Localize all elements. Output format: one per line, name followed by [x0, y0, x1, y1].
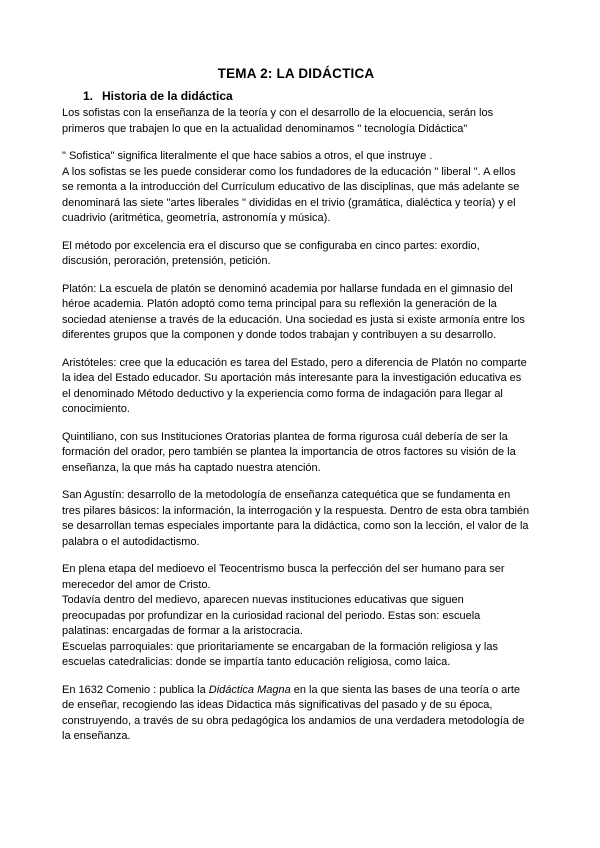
- paragraph-quintiliano: Quintiliano, con sus Instituciones Oratorias plantea de forma rigurosa cuál debería de ser la formación del orador, pero también se plantea la importancia de otros factores su visión de la enseñanza, la que más ha captado nuestra atención.: [62, 430, 516, 474]
- paragraph-san-agustin: San Agustín: desarrollo de la metodología de enseñanza catequética que se fundamenta en tres pilares básicos: la información, la interrogación y la respuesta. Dentro de esta obra también se desarrollan temas especiales importante para la didáctica, como son la lección, el valor de la palabra o el autodidactismo.: [62, 489, 530, 548]
- document-title: TEMA 2: LA DIDÁCTICA: [217, 66, 375, 81]
- section-number: 1.: [83, 89, 94, 103]
- paragraph-medioevo-line-1: En plena etapa del medioevo el Teocentrismo busca la perfección del ser humano para ser merecedor del amor de Cristo.: [62, 563, 505, 591]
- paragraph-medioevo-line-3: Escuelas parroquiales: que prioritariamente se encargaban de la formación religiosa y las escuelas catedralicias: donde se impartía tanto educación religiosa, como laica.: [62, 640, 498, 668]
- paragraph-sofistas: Los sofistas con la enseñanza de la teoría y con el desarrollo de la elocuencia, serán los primeros que trabajen lo que en la actualidad denominamos " tecnología Didáctica": [62, 107, 494, 135]
- paragraph-comenio-text-before: En 1632 Comenio : publica la: [62, 683, 209, 696]
- paragraph-sofistica-line-2: A los sofistas se les puede considerar como los fundadores de la educación " liberal ". A ellos se remonta a la introducción del Currículum educativo de las disciplinas, que más adelante se denominará las siete "artes liberales " divididas en el trivio (gramática, dialéctica y teoría) y el cuadrivio (aritmética, geometría, astronomía y música).: [62, 165, 520, 224]
- paragraph-sofistica-line-1: " Sofistica" significa literalmente el que hace sabios a otros, el que instruye .: [62, 150, 433, 162]
- paragraph-comenio-text-after: en la que sienta las bases de una teoría o arte de enseñar, recogiendo las ideas Didactica más significativas del pasado y de su época, construyendo, a través de su obra pedagógica los andamios de una verdadera metodología de la enseñanza.: [62, 683, 525, 742]
- section-heading-label: Historia de la didáctica: [102, 89, 233, 103]
- book-title-didactica-magna: Didáctica Magna: [208, 683, 291, 696]
- paragraph-medioevo: [62, 562, 530, 671]
- paragraph-medioevo-line-2: Todavía dentro del medievo, aparecen nuevas instituciones educativas que siguen preocupadas por profundizar en la curiosidad racional del periodo. Estas son: escuela palatinas: encargadas de formar a la aristocracia.: [62, 594, 481, 637]
- paragraph-platon: Platón: La escuela de platón se denominó academia por hallarse fundada en el gimnasio del héroe academia. Platón adoptó como tema principal para su reflexión la generación de la sociedad ateniense a través de la educación. Una sociedad es justa si existe armonía entre los diferentes grupos que la componen y donde todos trabajan y contribuyen a su desarrollo.: [62, 282, 525, 341]
- paragraph-aristoteles: Aristóteles: cree que la educación es tarea del Estado, pero a diferencia de Platón no comparte la idea del Estado educador. Su aportación más interesante para la investigación educativa es el denominado Método deductivo y la experiencia como forma de indagación para llegar al conocimiento.: [62, 356, 527, 415]
- paragraph-metodo: El método por excelencia era el discurso que se configuraba en cinco partes: exordio, discusión, peroración, pretensión, petición.: [62, 239, 480, 267]
- paragraph-comenio: [62, 683, 530, 745]
- paragraph-sofistica: [62, 149, 530, 227]
- section-heading: [62, 88, 530, 104]
